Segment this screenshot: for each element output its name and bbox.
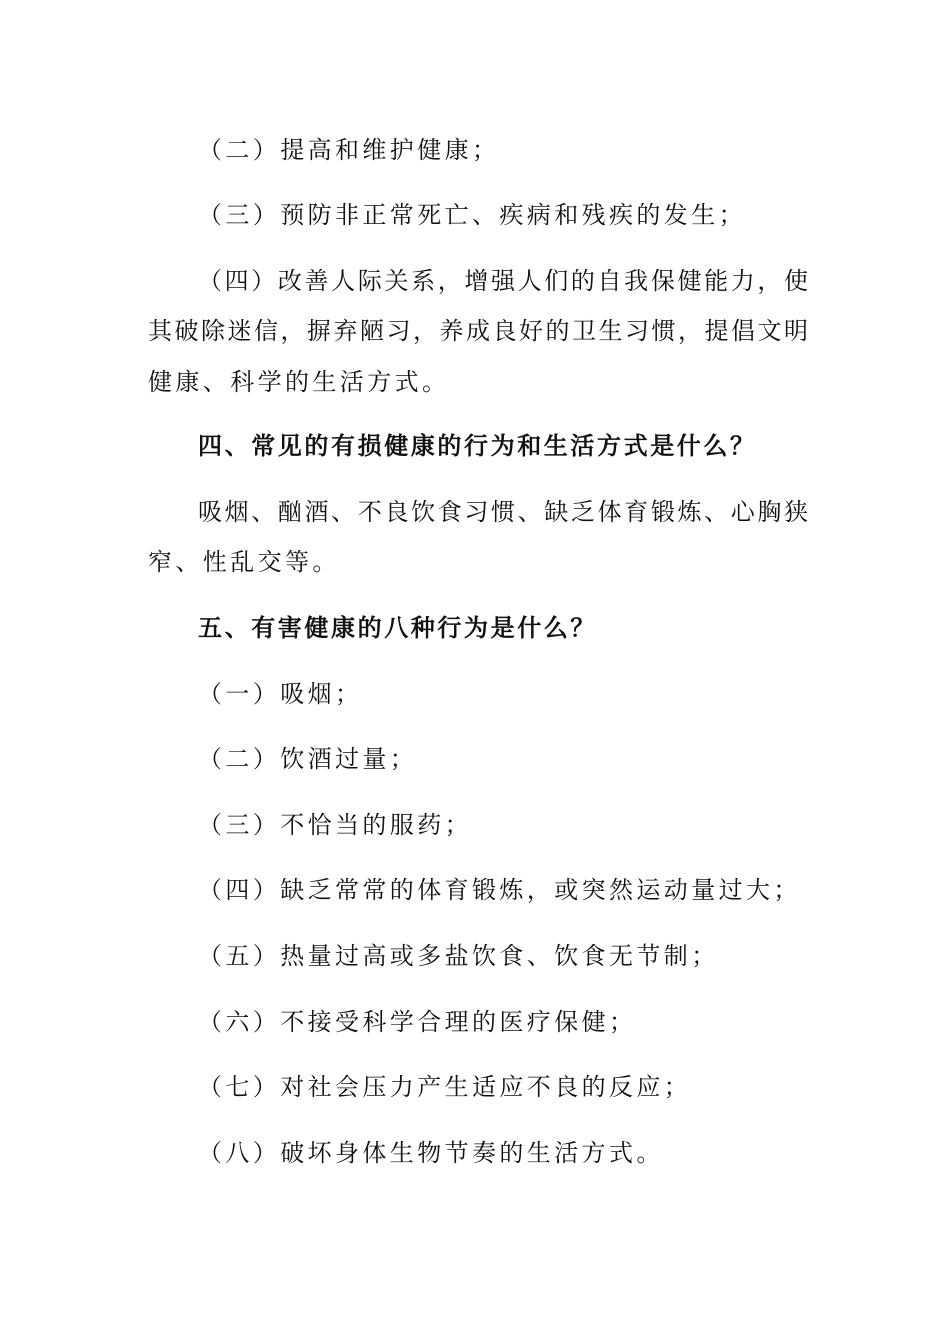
behavior-item: （六）不接受科学合理的医疗保健； [198,1008,637,1036]
behavior-item: （三）不恰当的服药； [198,811,472,839]
item-3-prevent: （三）预防非正常死亡、疾病和残疾的发生； [198,201,746,229]
item-4-line-2: 其破除迷信，摒弃陋习，养成良好的卫生习惯，提倡文明 [148,317,808,345]
behavior-item: （四）缺乏常常的体育锻炼，或突然运动量过大； [198,876,801,904]
item-2-health: （二）提高和维护健康； [198,136,500,164]
behavior-item: （二）饮酒过量； [198,745,418,773]
item-4-line-1: （四）改善人际关系，增强人们的自我保健能力，使 [198,267,808,295]
item-4-line-3: 健康、科学的生活方式。 [148,368,450,396]
behavior-item: （一）吸烟； [198,680,363,708]
behavior-item: （七）对社会压力产生适应不良的反应； [198,1073,692,1101]
section-5-heading: 五、有害健康的八种行为是什么？ [198,613,597,642]
behavior-item: （八）破坏身体生物节奏的生活方式。 [198,1139,664,1167]
section-4-heading: 四、常见的有损健康的行为和生活方式是什么？ [198,431,757,460]
section-4-body-line-2: 窄、性乱交等。 [148,548,340,576]
behavior-item: （五）热量过高或多盐饮食、饮食无节制； [198,942,719,970]
section-4-body-line-1: 吸烟、酗酒、不良饮食习惯、缺乏体育锻炼、心胸狭 [198,498,808,526]
